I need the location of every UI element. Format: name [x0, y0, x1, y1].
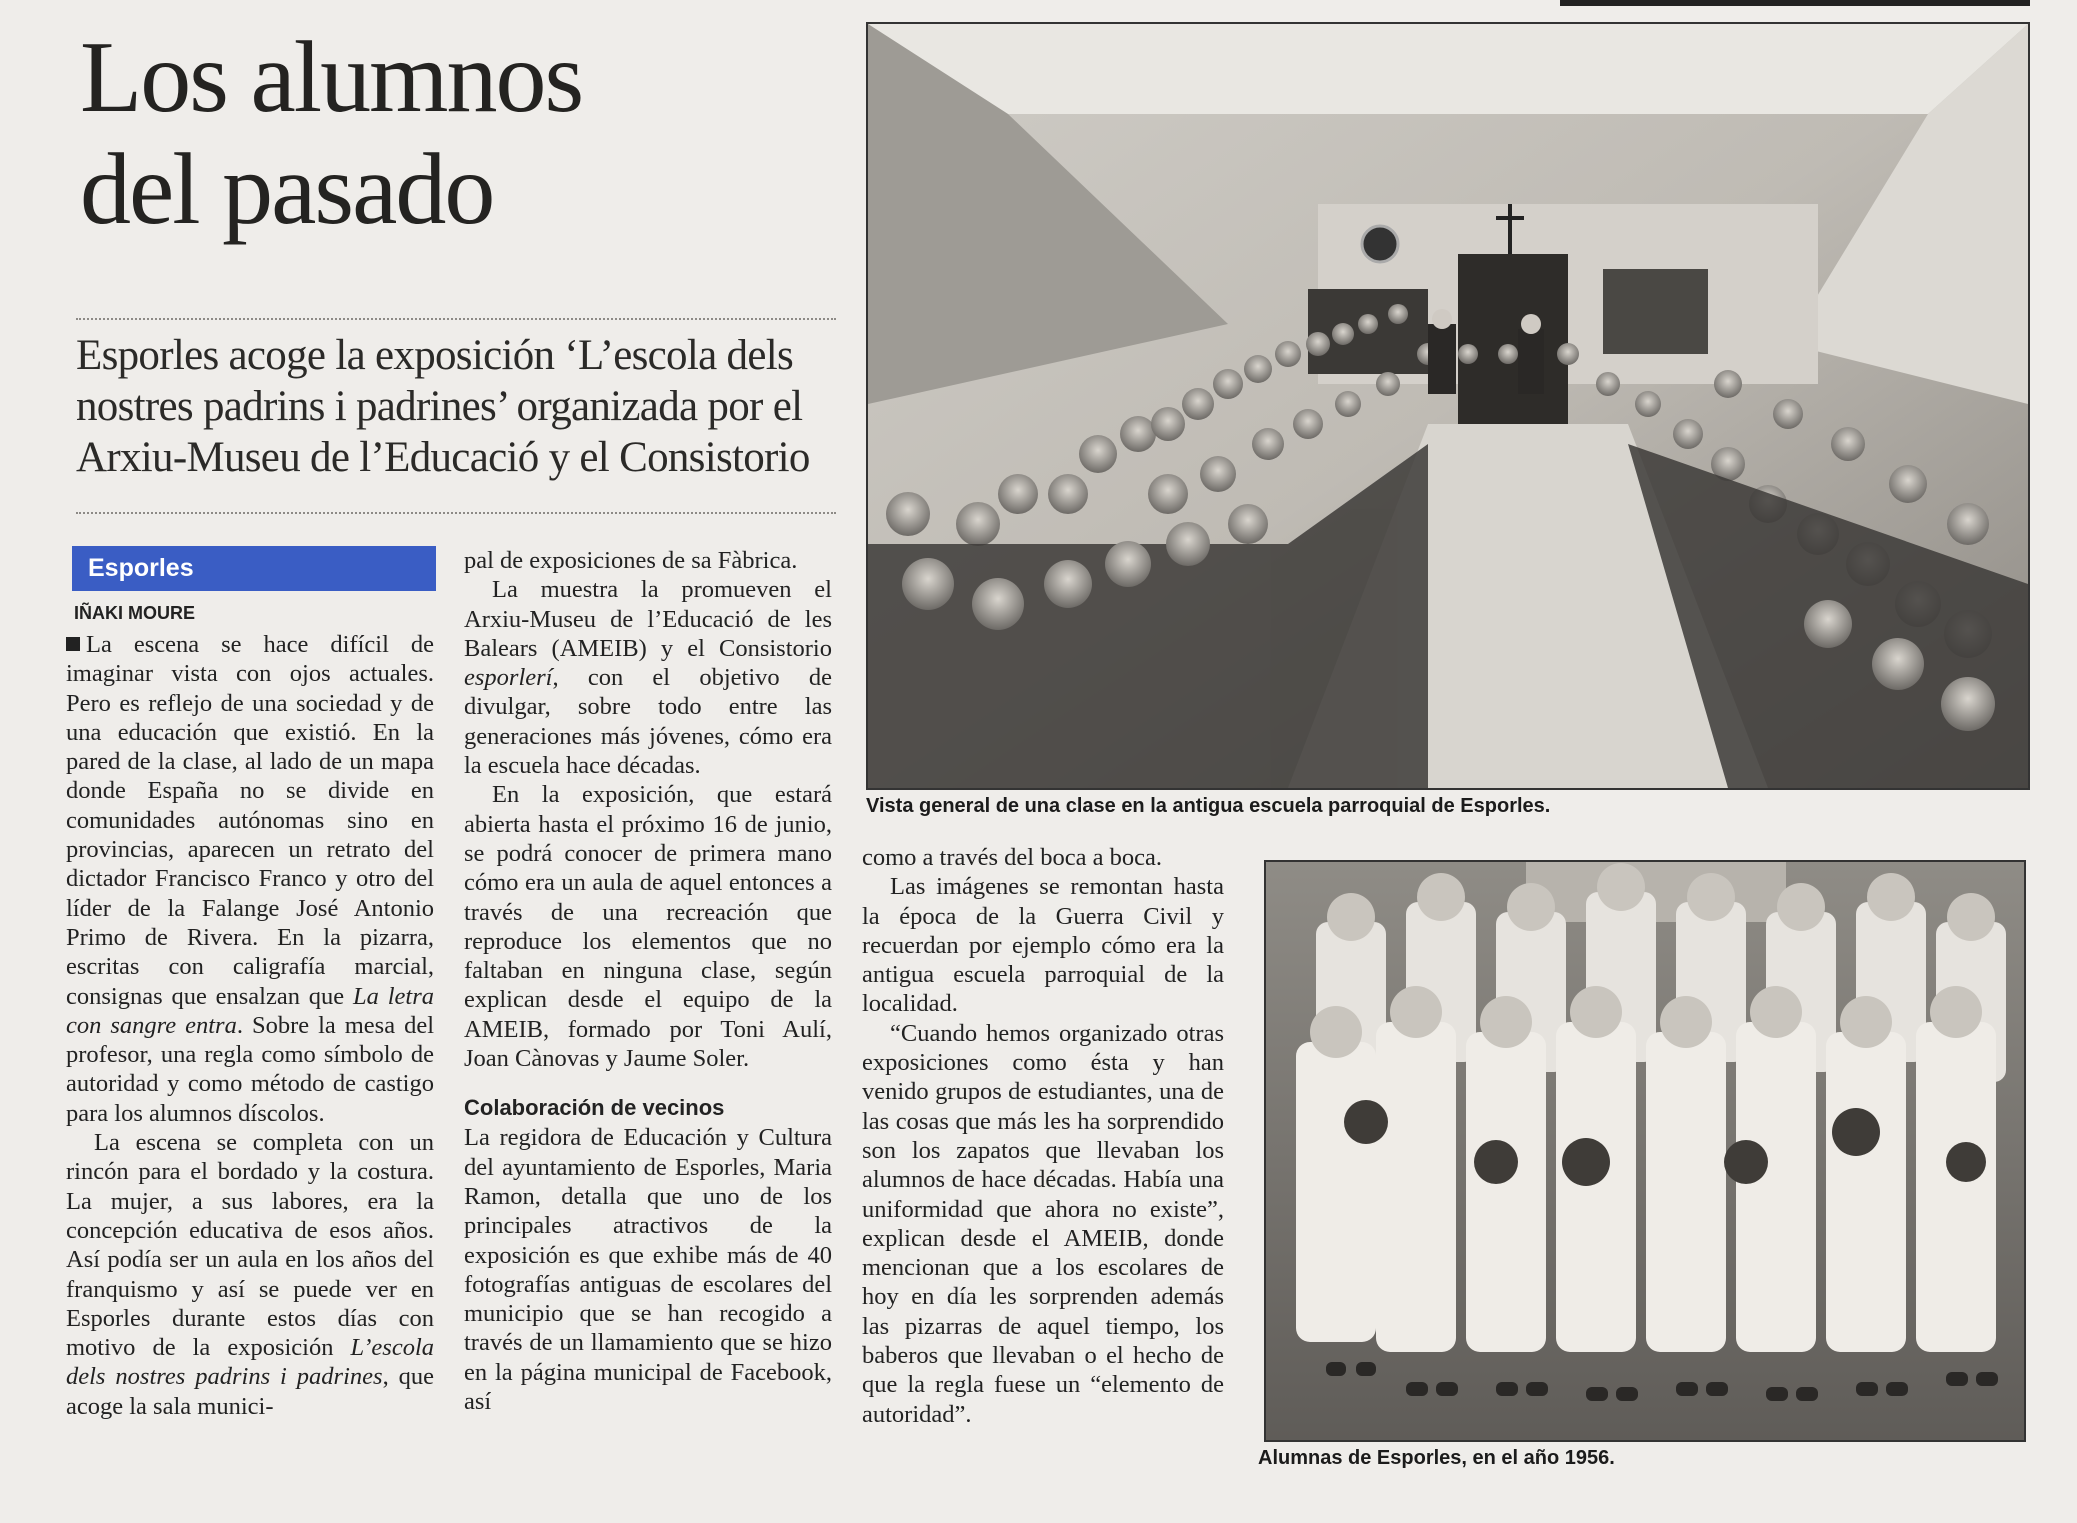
headline-line-1: Los alumnos — [80, 21, 583, 134]
byline: IÑAKI MOURE — [74, 603, 195, 623]
col1-paragraph-1: La escena se hace difícil de imaginar vista con ojos actuales. Pero es reflejo de una sociedad y de una educación que existió. En la pared de la clase, al lado de un mapa donde España no se divide en comunidades autónomas sino en provincias, aparecen un retrato del dictador Francisco Franco y otro del líder de la Falange José Antonio Primo de Rivera. En la pizarra, escritas con caligrafía marcial, consignas que ensalzan que La letra con sangre entra. Sobre la mesa del profesor, una regla como símbolo de autoridad y como método de castigo para los alumnos díscolos. — [66, 631, 434, 1127]
col3-paragraph-0: como a través del boca a boca. — [862, 844, 1162, 871]
col2-paragraph-1: La muestra la promueven el Arxiu-Museu de l’Educació de les Balears (AMEIB) y el Consistorio esporlerí, con el objetivo de divulgar, sobre todo entre las generaciones más jóvenes, cómo era la escuela hace décadas. — [464, 576, 832, 780]
divider-bottom — [76, 512, 836, 514]
col2-paragraph-2: En la exposición, que estará abierta hasta el próximo 16 de junio, se podrá conocer de primera mano cómo era un aula de aquel entonces a través de una recreación que reproduce los elementos que no faltaban en ninguna clase, según explican desde el equipo de la AMEIB, formado por Toni Aulí, Joan Cànovas y Jaume Soler. — [464, 781, 832, 1073]
bullet-square-icon — [66, 637, 80, 651]
photo-classroom — [866, 22, 2030, 790]
headline-line-2: del pasado — [80, 133, 494, 246]
classroom-photo-image — [868, 24, 2028, 788]
photo-girls-1956 — [1264, 860, 2026, 1442]
section-tag: Esporles — [72, 546, 436, 591]
column-2 — [464, 546, 832, 1416]
subhead: Esporles acoge la exposición ‘L’escola dels nostres padrins i padrines’ organizada por el Arxiu-Museu de l’Educació y el Consistorio — [76, 332, 810, 481]
top-rule — [1560, 0, 2030, 6]
caption-girls: Alumnas de Esporles, en el año 1956. — [1258, 1447, 1615, 1469]
subsection-heading: Colaboración de vecinos — [464, 1095, 725, 1121]
column-3 — [862, 843, 1224, 1429]
girls-photo-image — [1266, 862, 2024, 1440]
headline — [80, 22, 780, 246]
col2-paragraph-3: La regidora de Educación y Cultura del ayuntamiento de Esporles, Maria Ramon, detalla que uno de los principales atractivos de la exposición es que exhibe más de 40 fotografías antiguas de escolares del municipio que se han recogido a través de un llamamiento que se hizo en la página municipal de Facebook, así — [464, 1124, 832, 1416]
caption-classroom: Vista general de una clase en la antigua escuela parroquial de Esporles. — [866, 795, 1551, 817]
col3-paragraph-2: “Cuando hemos organizado otras exposiciones como ésta y han venido grupos de estudiantes, una de las cosas que más les ha sorprendido son los zapatos que llevaban los alumnos de hace décadas. Había una uniformidad que ahora no existe”, explican desde el AMEIB, donde mencionan que a los escolares de hoy en día les sorprenden además las pizarras de aquel tiempo, los baberos que llevaban o el hecho de que la regla fuese un “elemento de autoridad”. — [862, 1019, 1224, 1428]
col3-paragraph-1: Las imágenes se remontan hasta la época de la Guerra Civil y recuerdan por ejemplo cómo era la antigua escuela parroquial de la localidad. — [862, 873, 1224, 1018]
divider-top — [76, 318, 836, 320]
column-1 — [66, 630, 434, 1421]
col1-paragraph-2: La escena se completa con un rincón para el bordado y la costura. La mujer, a sus labores, era la concepción educativa de esos años. Así podía ser un aula en los años del franquismo y así se puede ver en Esporles durante estos días con motivo de la exposición L’escola dels nostres padrins i padrines, que acoge la sala munici- — [66, 1129, 435, 1420]
col2-paragraph-0: pal de exposiciones de sa Fàbrica. — [464, 547, 798, 574]
